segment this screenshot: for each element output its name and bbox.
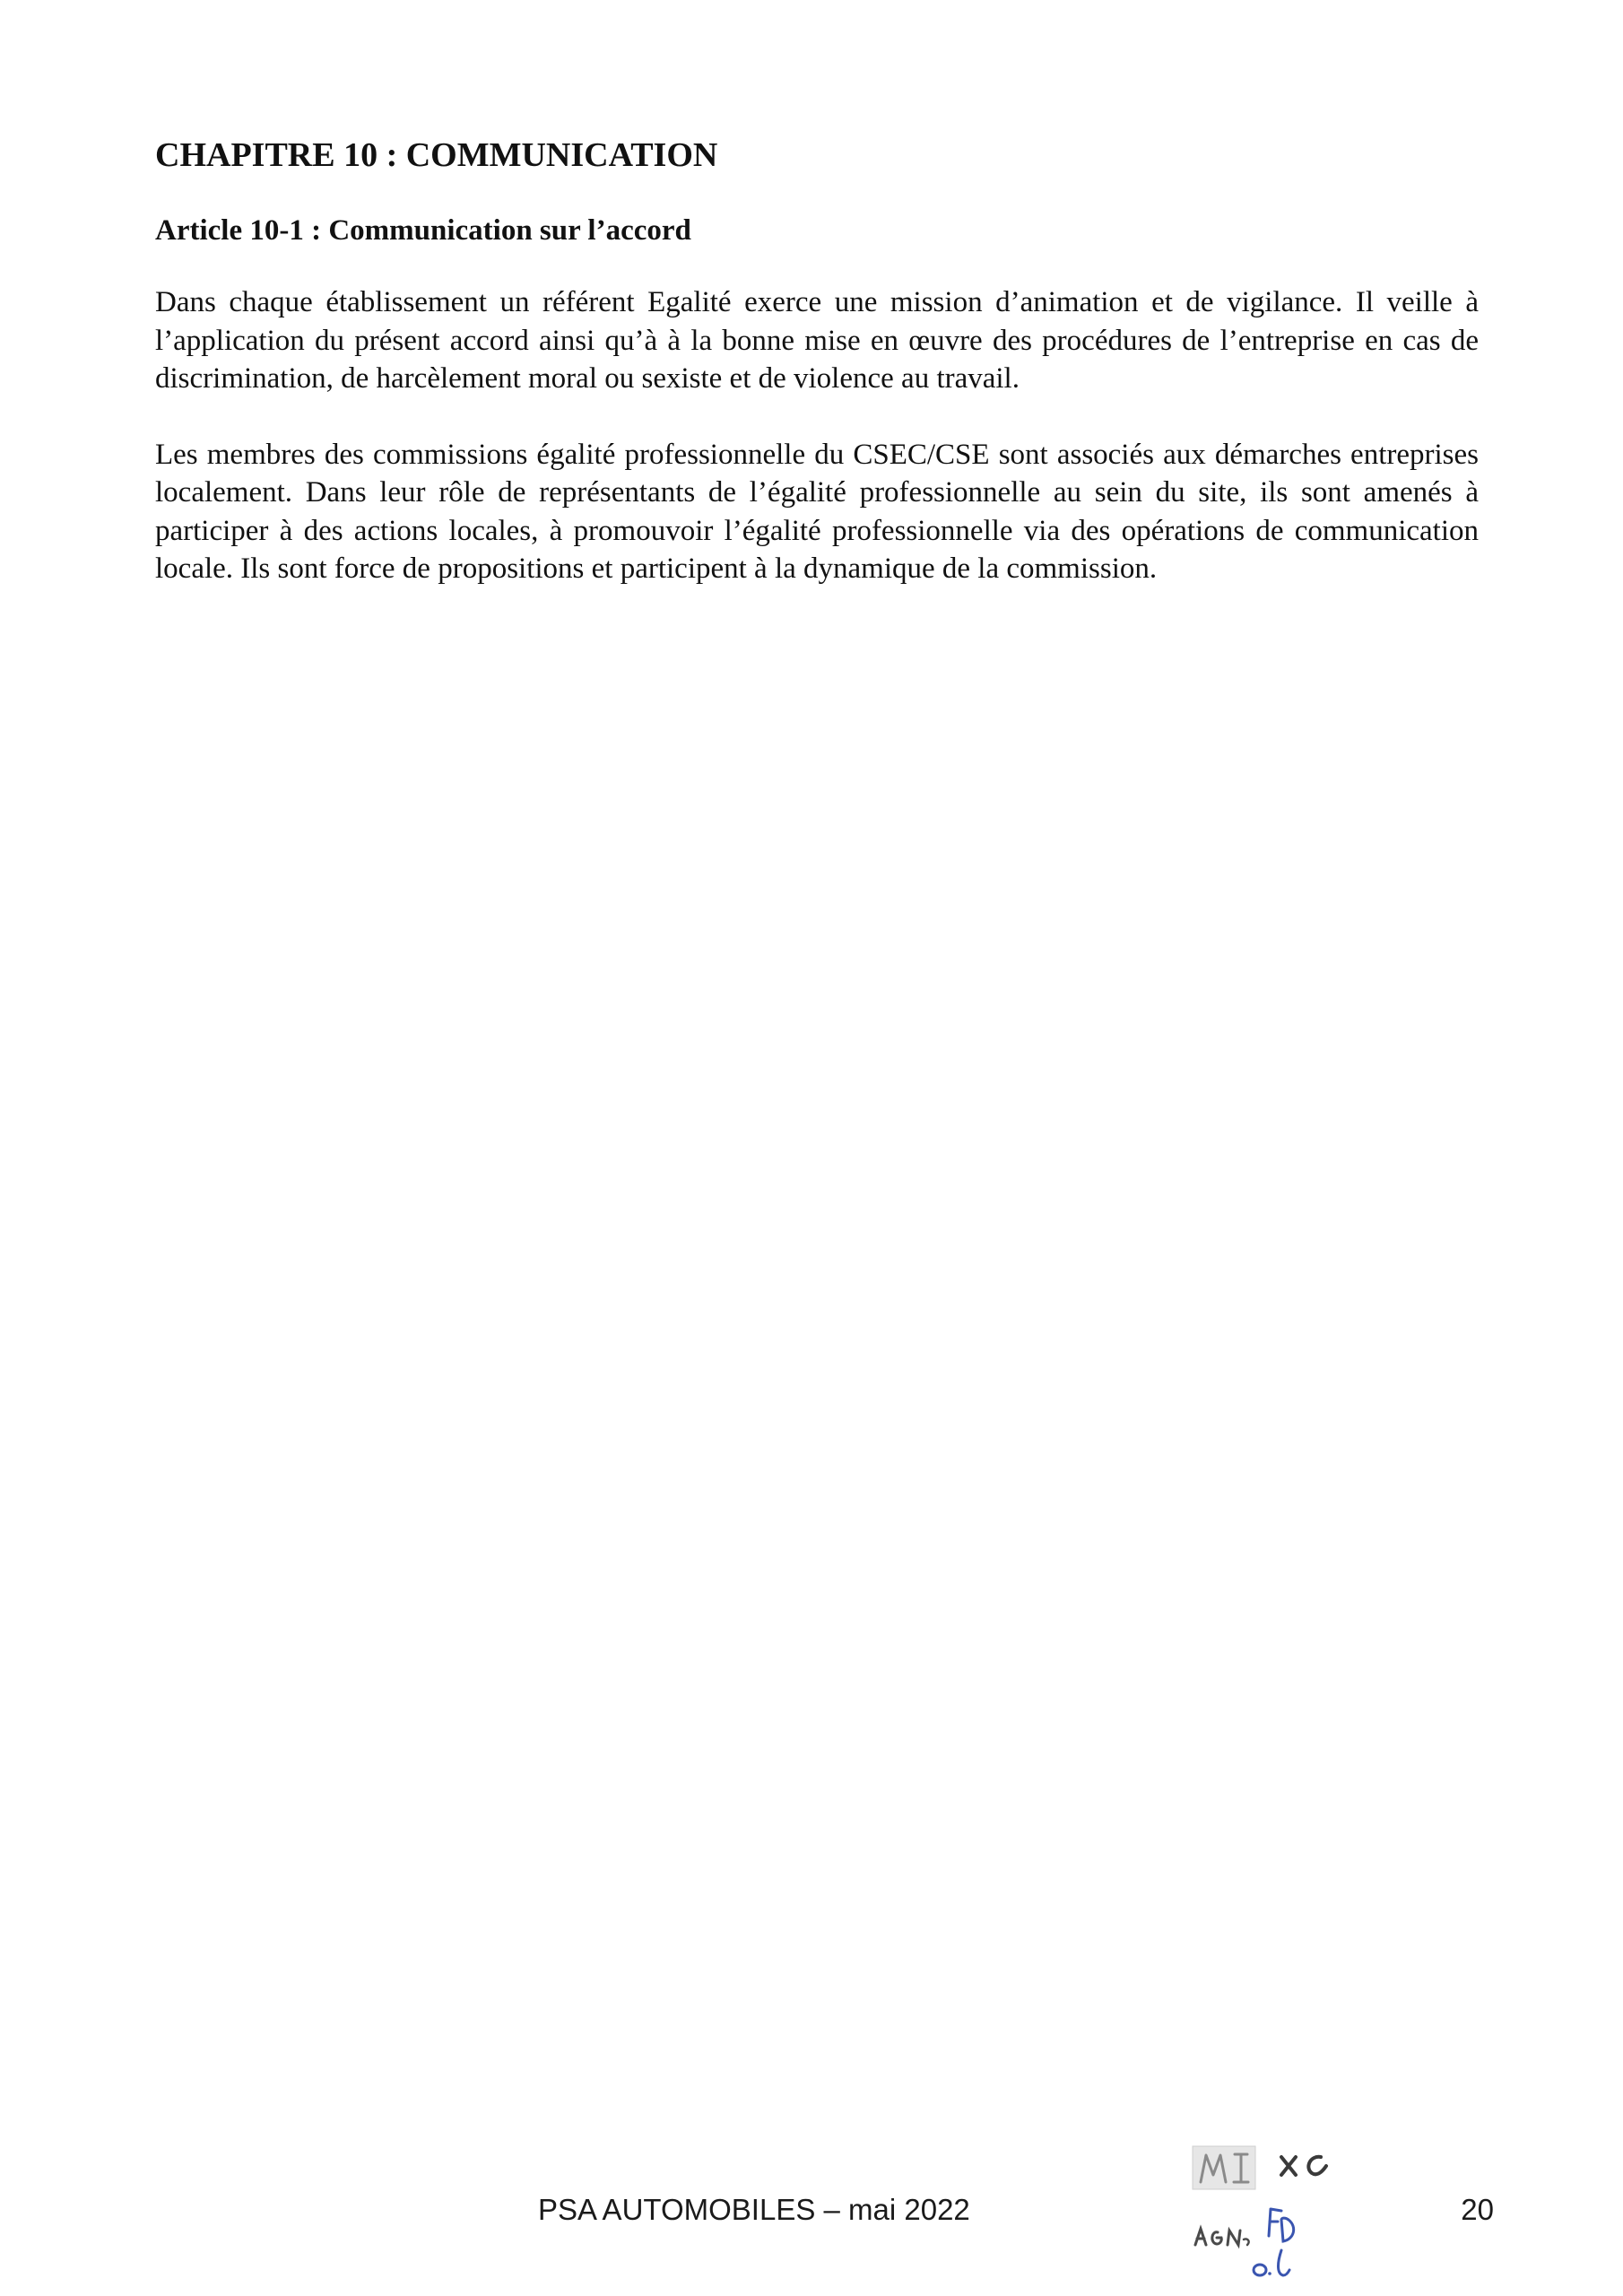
paragraph-referent: Dans chaque établissement un référent Egalité exerce une mission d’animation et de vigilance. Il veille à l’application du présent accord ainsi qu’à à la bonne mise en œuvre des procédures de l’entreprise en cas de discrimination, de harcèlement moral ou sexiste et de violence au travail.: [155, 286, 1479, 395]
initial-agn: [1195, 2229, 1249, 2245]
handwritten-initials: [1188, 2139, 1367, 2287]
footer-text: PSA AUTOMOBILES – mai 2022: [538, 2193, 970, 2226]
paragraph-commissions: Les membres des commissions égalité professionnelle du CSEC/CSE sont associés aux démarches entreprises localement. Dans leur rôle de représentants de l’égalité professionnelle au sein du site, ils sont amenés à participer à des actions locales, à promouvoir l’égalité professionnelle via des opérations de communication locale. Ils sont force de propositions et participent à la dynamique de la commission.: [155, 438, 1479, 585]
initial-ol: [1254, 2250, 1289, 2275]
chapter-title: CHAPITRE 10 : COMMUNICATION: [155, 136, 718, 174]
page-content: [155, 135, 1479, 626]
article-title: Article 10-1 : Communication sur l’accord: [155, 214, 691, 247]
page-number: 20: [1461, 2193, 1494, 2226]
initial-mi: [1193, 2146, 1255, 2189]
initial-xc: [1281, 2157, 1326, 2175]
initial-fd: [1269, 2209, 1294, 2241]
